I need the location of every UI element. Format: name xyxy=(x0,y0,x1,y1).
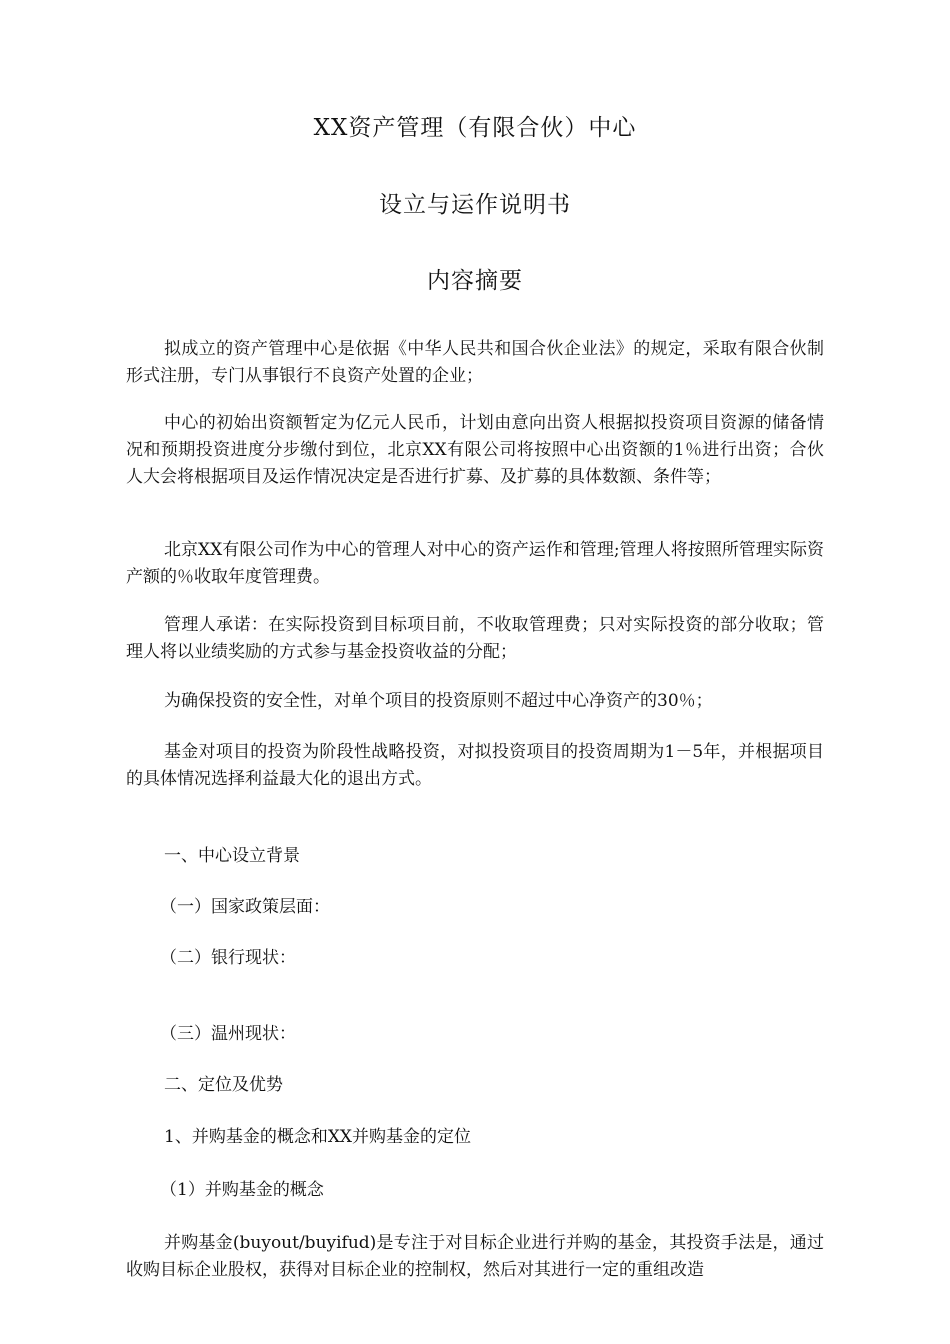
section-heading-positioning: 二、定位及优势 xyxy=(164,1075,283,1095)
document-title: XX资产管理（有限合伙）中心 xyxy=(313,115,637,141)
subsection-policy: （一）国家政策层面： xyxy=(160,897,330,917)
subsection-bank-status: （二）银行现状： xyxy=(160,948,296,968)
section-heading-background: 一、中心设立背景 xyxy=(164,846,300,866)
subsection-wenzhou-status: （三）温州现状： xyxy=(160,1024,296,1044)
document-subtitle: 设立与运作说明书 xyxy=(379,192,571,218)
summary-paragraph-6: 基金对项目的投资为阶段性战略投资，对拟投资项目的投资周期为1－5年，并根据项目的具体情况选择利益最大化的退出方式。 xyxy=(126,742,824,789)
item-buyout-fund-concept: 1、并购基金的概念和XX并购基金的定位 xyxy=(164,1127,472,1147)
summary-paragraph-2: 中心的初始出资额暂定为亿元人民币，计划由意向出资人根据拟投资项目资源的储备情况和预期投资进度分步缴付到位，北京XX有限公司将按照中心出资额的1％进行出资；合伙人大会将根据项目及运作情况决定是否进行扩募、及扩募的具体数额、条件等； xyxy=(126,413,824,487)
summary-heading: 内容摘要 xyxy=(427,268,523,294)
subitem-buyout-fund-definition: （1）并购基金的概念 xyxy=(160,1180,324,1200)
summary-paragraph-1: 拟成立的资产管理中心是依据《中华人民共和国合伙企业法》的规定，采取有限合伙制形式注册，专门从事银行不良资产处置的企业； xyxy=(126,339,824,386)
buyout-fund-paragraph: 并购基金(buyout/buyifud)是专注于对目标企业进行并购的基金，其投资手法是，通过收购目标企业股权，获得对目标企业的控制权，然后对其进行一定的重组改造 xyxy=(126,1233,824,1280)
summary-paragraph-5: 为确保投资的安全性，对单个项目的投资原则不超过中心净资产的30％； xyxy=(164,691,713,711)
summary-paragraph-4: 管理人承诺：在实际投资到目标项目前，不收取管理费；只对实际投资的部分收取；管理人将以业绩奖励的方式参与基金投资收益的分配； xyxy=(126,615,824,662)
summary-paragraph-3: 北京XX有限公司作为中心的管理人对中心的资产运作和管理;管理人将按照所管理实际资产额的％收取年度管理费。 xyxy=(126,540,824,587)
